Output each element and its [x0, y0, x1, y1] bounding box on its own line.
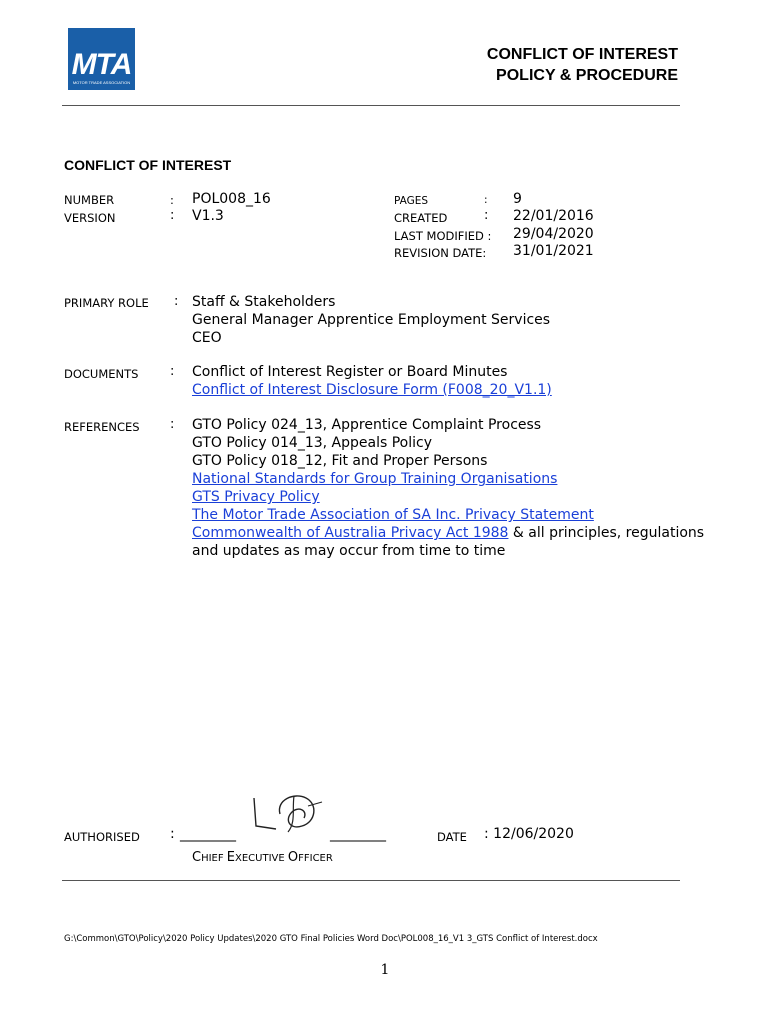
documents-values	[192, 363, 552, 399]
references-colon: :	[170, 417, 175, 432]
gts-privacy-policy-link[interactable]: GTS Privacy Policy	[192, 489, 320, 505]
number-value: POL008_16	[192, 191, 271, 207]
primary-role-line: Staff & Stakeholders	[192, 294, 336, 310]
created-colon: :	[484, 208, 489, 223]
file-path: G:\Common\GTO\Policy\2020 Policy Updates\2020 GTO Final Policies Word Doc\POL008_16_V1 3_GTS Conflict of Interest.docx	[64, 934, 598, 944]
number-label: NUMBER	[64, 193, 115, 207]
disclosure-form-link[interactable]: Conflict of Interest Disclosure Form (F008_20_V1.1)	[192, 382, 552, 398]
last-modified-value: 29/04/2020	[513, 226, 594, 242]
pages-label: PAGES	[394, 195, 429, 207]
revision-date-value: 31/01/2021	[513, 243, 594, 259]
created-value: 22/01/2016	[513, 208, 594, 224]
reference-item: GTO Policy 018_12, Fit and Proper Persons	[192, 453, 488, 469]
primary-role-colon: :	[174, 294, 179, 309]
privacy-act-suffix: & all principles, regulations	[508, 525, 705, 541]
logo-subtext: MOTOR TRADE ASSOCIATION	[72, 80, 131, 85]
documents-label: DOCUMENTS	[64, 367, 139, 381]
authorised-colon: :	[170, 826, 175, 842]
document-header-title	[487, 44, 678, 86]
primary-role-line: General Manager Apprentice Employment Services	[192, 312, 551, 328]
references-values	[192, 416, 704, 560]
version-colon: :	[170, 208, 175, 223]
version-label: VERSION	[64, 211, 116, 225]
section-title: CONFLICT OF INTEREST	[64, 157, 232, 173]
primary-role-label: PRIMARY ROLE	[64, 296, 149, 310]
date-value: : 12/06/2020	[484, 826, 574, 842]
pages-colon: :	[484, 194, 488, 206]
reference-item: GTO Policy 024_13, Apprentice Complaint Process	[192, 417, 542, 433]
reference-item: GTO Policy 014_13, Appeals Policy	[192, 435, 432, 451]
authorised-label: AUTHORISED	[64, 830, 140, 844]
reference-closing-line: and updates as may occur from time to time	[192, 543, 506, 559]
revision-date-label: REVISION DATE:	[394, 246, 487, 260]
date-label: DATE	[437, 830, 467, 844]
primary-role-line: CEO	[192, 330, 222, 346]
last-modified-label: LAST MODIFIED :	[394, 229, 492, 243]
footer-divider	[62, 880, 680, 881]
logo-text: MTA	[71, 48, 132, 81]
national-standards-link[interactable]: National Standards for Group Training Organisations	[192, 471, 558, 487]
primary-role-values	[192, 293, 550, 347]
signature-blank-left: ________	[180, 826, 236, 842]
privacy-act-line	[192, 524, 704, 542]
documents-register-text: Conflict of Interest Register or Board Minutes	[192, 364, 508, 380]
documents-colon: :	[170, 364, 175, 379]
pages-value: 9	[513, 191, 522, 207]
mta-logo	[68, 28, 135, 90]
signature-image	[248, 786, 338, 836]
privacy-act-link[interactable]: Commonwealth of Australia Privacy Act 1988	[192, 525, 509, 541]
header-divider	[62, 105, 680, 106]
created-label: CREATED	[394, 211, 448, 225]
mta-privacy-statement-link[interactable]: The Motor Trade Association of SA Inc. Privacy Statement	[192, 507, 594, 523]
header-title-line-1: CONFLICT OF INTEREST	[486, 46, 678, 63]
page-number: 1	[380, 962, 390, 978]
number-colon: :	[170, 193, 174, 207]
version-value: V1.3	[192, 208, 224, 224]
references-label: REFERENCES	[64, 420, 140, 434]
signatory-role: CHIEF EXECUTIVE OFFICER	[192, 850, 333, 865]
signature-blank-right: ________	[330, 826, 386, 842]
header-title-line-2: POLICY & PROCEDURE	[496, 67, 678, 84]
